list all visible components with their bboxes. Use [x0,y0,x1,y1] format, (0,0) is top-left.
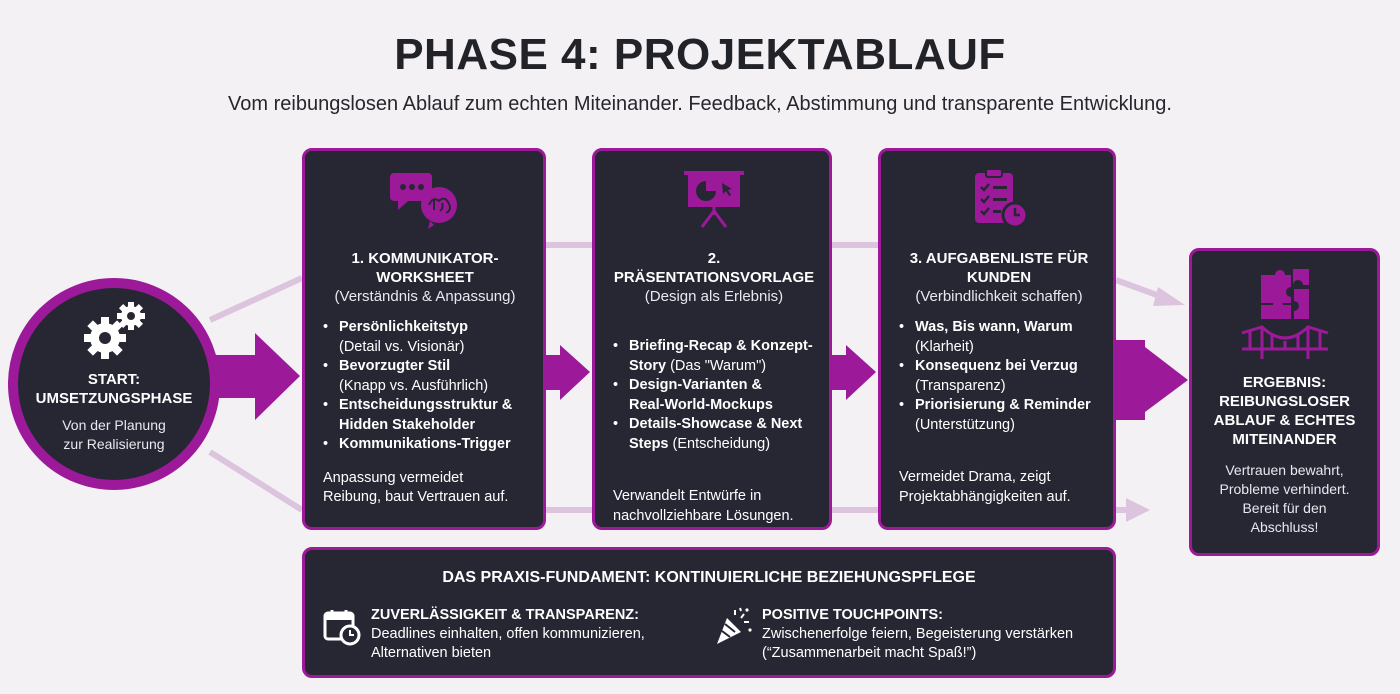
foundation-title: DAS PRAXIS-FUNDAMENT: KONTINUIERLICHE BEZIEHUNGSPFLEGE [442,569,976,586]
page-title: PHASE 4: PROJEKTABLAUF [394,30,1006,79]
step-1-title [323,249,527,287]
bullet-detail: (Unterstützung) [915,416,1015,433]
arrowhead-result-top [1153,287,1185,306]
bullet-detail: (Detail vs. Visionär) [339,338,465,355]
bullet-bold-2: Hidden Stakeholder [339,416,476,433]
party-popper-icon [713,606,753,646]
connector-start-top [210,278,302,320]
step-2-subtitle: (Design als Erlebnis) [644,288,784,305]
list-item [613,415,815,454]
step-3-title [899,249,1099,287]
presentation-board-icon [682,167,746,229]
step-card-3 [878,148,1116,530]
step-3-footer-line2: Projektabhängigkeiten auf. [899,488,1071,505]
step-3-title-line1: 3. AUFGABENLISTE FÜR [909,250,1089,267]
list-item [899,357,1099,396]
foundation-panel [302,547,1116,678]
clipboard-clock-icon [969,167,1029,229]
bridge-icon [1240,323,1330,363]
main-arrow-3-to-result [1116,340,1188,420]
result-title [1202,373,1367,449]
list-item [899,318,1099,357]
step-3-footer-line1: Vermeidet Drama, zeigt [899,469,1051,485]
main-arrow-start-to-1 [210,333,300,420]
step-1-bullets [323,318,527,455]
step-2-bullets [613,337,815,454]
bullet-detail: (Transparenz) [915,377,1006,394]
foundation-item-touchpoints [762,606,1073,663]
list-item [899,396,1099,435]
gears-icon [79,300,149,362]
step-1-footer-line2: Reibung, baut Vertrauen auf. [323,489,509,505]
step-card-2 [592,148,832,530]
step-1-subtitle: (Verständnis & Anpassung) [334,288,516,305]
step-card-1 [302,148,546,530]
step-3-footer [899,468,1099,507]
step-1-footer-line1: Anpassung vermeidet [323,469,464,486]
bullet-bold: Details-Showcase & Next [629,416,803,432]
foundation-item-title: POSITIVE TOUCHPOINTS: [762,607,944,623]
bullet-detail: (Das "Warum") [666,357,767,374]
start-text [18,416,210,454]
start-title [18,370,210,408]
bullet-bold-2: Story [629,357,667,374]
result-text-line4: Abschluss! [1250,519,1319,535]
result-title-line4: MITEINANDER [1232,431,1337,448]
bullet-bold: Persönlichkeitstyp [339,319,468,335]
result-text-line1: Vertrauen bewahrt, [1225,462,1344,478]
bullet-bold: Entscheidungsstruktur & [339,397,513,413]
foundation-item-text-line2: Alternativen bieten [371,645,492,661]
main-arrow-1-to-2 [546,345,590,400]
list-item [323,396,527,435]
list-item [323,435,527,455]
list-item [323,357,527,396]
bullet-bold: Briefing-Recap & Konzept- [629,338,813,354]
start-text-line2: zur Realisierung [63,436,165,452]
step-3-title-line2: KUNDEN [966,269,1032,286]
step-1-title-line1: 1. KOMMUNIKATOR- [351,250,499,267]
result-text [1202,461,1367,537]
start-circle [8,278,220,490]
result-text-line2: Probleme verhindert. [1219,481,1350,497]
foundation-item-reliability [371,606,645,663]
step-2-footer-line1: Verwandelt Entwürfe in [613,488,762,504]
list-item [613,337,815,376]
foundation-item-text-line1: Deadlines einhalten, offen kommunizieren, [371,626,645,642]
main-arrow-2-to-3 [832,345,876,400]
connector-start-bottom [210,452,302,510]
start-title-line1: START: [87,371,141,388]
foundation-item-text-line2: (“Zusammenarbeit macht Spaß!”) [762,645,977,661]
bullet-bold: Bevorzugter Stil [339,358,451,374]
step-3-bullets [899,318,1099,435]
page-subtitle: Vom reibungslosen Ablauf zum echten Miteinander. Feedback, Abstimmung und transparente Entwicklung. [228,93,1172,115]
result-title-line2: REIBUNGSLOSER [1219,393,1350,410]
bullet-bold-2: Real-World-Mockups [629,396,773,413]
bullet-bold: Was, Bis wann, Warum [915,319,1073,335]
list-item [323,318,527,357]
result-card [1189,248,1380,556]
step-2-footer-line2: nachvollziehbare Lösungen. [613,507,794,524]
list-item [613,376,815,415]
bullet-bold-2: Steps [629,435,669,452]
step-2-title: 2. PRÄSENTATIONSVORLAGE [613,250,815,286]
arrowhead-result-bottom [1126,498,1150,522]
step-3-subtitle: (Verbindlichkeit schaffen) [915,288,1083,305]
foundation-item-text [762,625,1073,663]
result-title-line3: ABLAUF & ECHTES [1213,412,1356,429]
bullet-bold: Kommunikations-Trigger [339,436,511,452]
bullet-detail: (Entscheidung) [668,435,771,452]
bullet-bold: Design-Varianten & [629,377,762,393]
calendar-clock-icon [323,608,361,646]
start-title-line2: UMSETZUNGSPHASE [35,390,193,407]
puzzle-icon [1257,267,1313,321]
step-1-title-line2: WORKSHEET [376,269,474,286]
foundation-item-title: ZUVERLÄSSIGKEIT & TRANSPARENZ: [371,607,639,623]
foundation-item-text-line1: Zwischenerfolge feiern, Begeisterung verstärken [762,626,1074,642]
chat-brain-icon [390,167,460,229]
result-text-line3: Bereit für den [1242,500,1327,516]
start-text-line1: Von der Planung [62,417,166,433]
bullet-bold: Priorisierung & Reminder [915,397,1091,413]
step-2-footer [613,487,815,526]
bullet-detail: (Knapp vs. Ausführlich) [339,377,489,394]
bullet-bold: Konsequenz bei Verzug [915,358,1078,374]
bullet-detail: (Klarheit) [915,338,974,355]
step-1-footer [323,469,527,508]
result-title-line1: ERGEBNIS: [1242,374,1327,391]
foundation-item-text [371,625,645,663]
